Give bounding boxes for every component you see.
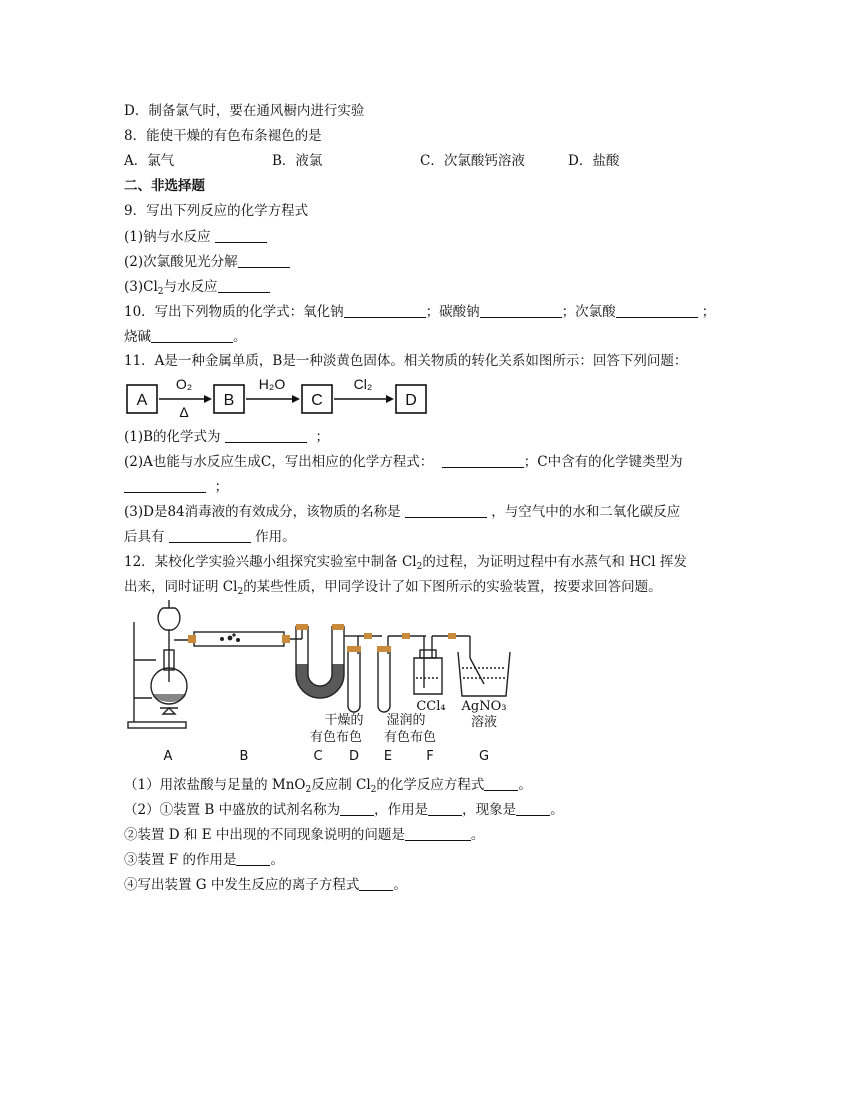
q11-text: ，与空气中的水和二氧化碳反应 [491,504,681,520]
q12-text: 的某些性质，甲同学设计了如下图所示的实验装置，按要求回答问题。 [243,579,662,595]
q7-option-d: D．制备氯气时，要在通风橱内进行实验 [124,103,365,119]
q8-option-d: D．盐酸 [568,153,620,169]
q12-text: 的过程，为证明过程中有水蒸气和 HCl 挥发 [422,554,687,570]
q12-text: 12．某校化学实验兴趣小组探究实验室中制备 Cl [124,554,417,570]
q12-text: ③装置 F 的作用是 [124,852,237,868]
q12-sub-3 [124,826,484,844]
letter-a: A [163,749,173,764]
answer-blank[interactable] [215,229,267,243]
q11-text: 后具有 [124,529,165,545]
conversion-flow-diagram [126,375,436,419]
q12-sub-2 [124,801,564,819]
q12-text: 出来，同时证明 Cl [124,579,238,595]
apparatus-g [458,636,510,696]
q12-stem-line-1 [124,553,687,573]
q11-stem: 11．A是一种金属单质，B是一种淡黄色固体。相关物质的转化关系如图所示：回答下列问题： [124,353,688,369]
answer-blank[interactable] [405,827,471,841]
subscript: 2 [416,562,423,572]
q11-text: ； [214,479,229,495]
answer-blank[interactable] [516,802,550,816]
answer-blank[interactable] [616,304,698,318]
section-heading: 二、非选择题 [124,178,205,194]
letter-g: G [478,749,490,764]
q11-text: ；C中含有的化学键类型为 [523,454,683,470]
answer-blank[interactable] [484,777,518,791]
letter-d: D [348,749,360,764]
q12-sub-5 [124,876,407,894]
q10-text: 10．写出下列物质的化学式：氧化钠 [124,304,344,320]
answer-blank[interactable] [442,454,524,468]
q10-line-2 [124,328,247,346]
q11-part-2-cont [124,478,228,496]
q9-part-1-text: (1)钠与水反应 [124,229,211,245]
q9-part-3-text-2: 与水反应 [163,279,218,295]
letter-f: F [426,749,434,764]
q9-part-2-text: (2)次氯酸见光分解 [124,254,238,270]
letter-b: B [239,749,249,764]
q12-stem-line-2 [124,578,662,598]
q10-text: 烧碱 [124,329,151,345]
q12-text: 。 [393,877,407,893]
answer-blank[interactable] [405,504,487,518]
box-b-label: B [223,392,235,409]
label-g-line-1: AgNO₃ [461,699,507,714]
label-d-line-2: 有色布色 [309,730,363,745]
arrow-2-reagent: H₂O [258,376,286,392]
subscript: 2 [305,785,312,795]
q9-part-1 [124,228,267,246]
arrow-1-reagent: O₂ [175,376,193,392]
q12-text: ④写出装置 G 中发生反应的离子方程式 [124,877,360,893]
answer-blank[interactable] [218,279,270,293]
subscript: 2 [157,287,164,297]
q8-option-c: C．次氯酸钙溶液 [420,153,525,169]
arrow-1-condition: Δ [179,404,189,419]
letter-e: E [383,749,393,764]
q8-options [124,152,724,170]
label-f: CCl₄ [416,699,446,714]
apparatus-a [128,600,194,728]
q8-stem: 8．能使干燥的有色布条褪色的是 [124,128,322,144]
q12-sub-4 [124,851,284,869]
label-e-line-1: 湿润的 [386,713,426,728]
q12-text: 。 [518,777,532,793]
q10-text: ；碳酸钠 [425,304,480,320]
q12-text: 的化学反应方程式 [376,777,485,793]
box-c-label: C [311,392,323,409]
q10-text: 。 [233,329,247,345]
q11-text: (3)D是84消毒液的有效成分，该物质的名称是 [124,504,401,520]
q12-text: 。 [470,827,485,843]
answer-blank[interactable] [151,329,233,343]
q11-part-3-cont [124,528,296,546]
q9-part-3 [124,278,270,298]
q8-option-b: B．液氯 [272,153,323,169]
label-g-line-2: 溶液 [470,715,498,730]
q11-part-1 [124,428,329,446]
q12-text: （1）用浓盐酸与足量的 MnO [124,777,306,793]
subscript: 2 [237,587,244,597]
answer-blank[interactable] [428,802,462,816]
arrow-3-reagent: Cl₂ [353,376,373,392]
q12-text: 。 [270,852,284,868]
q12-sub-1 [124,776,532,796]
answer-blank[interactable] [124,479,206,493]
answer-blank[interactable] [344,304,426,318]
label-d-line-1: 干燥的 [324,713,364,728]
box-a-label: A [136,392,148,409]
q8-option-a: A．氯气 [124,153,175,169]
q10-line-1 [124,303,715,321]
q12-text: （2）①装置 B 中盛放的试剂名称为 [124,802,341,818]
q10-text: ； [701,304,716,320]
q9-part-2 [124,253,290,271]
answer-blank[interactable] [238,254,290,268]
q12-text: 反应制 Cl [311,777,371,793]
q9-stem: 9．写出下列反应的化学方程式 [124,203,309,219]
q11-text: 作用。 [255,529,296,545]
letter-c: C [313,749,323,764]
q11-part-3 [124,503,680,521]
q11-text: ； [315,429,329,445]
q12-text: ②装置 D 和 E 中出现的不同现象说明的问题是 [124,827,405,843]
answer-blank[interactable] [480,304,562,318]
q11-text: (1)B的化学式为 [124,429,221,445]
apparatus-diagram [126,598,516,766]
q12-text: ，作用是 [374,802,429,818]
q10-text: ；次氯酸 [561,304,616,320]
answer-blank[interactable] [225,429,307,443]
answer-blank[interactable] [359,877,393,891]
q9-part-3-text: (3)Cl [124,279,158,295]
label-e-line-2: 有色布色 [383,730,437,745]
box-d-label: D [405,392,417,409]
q11-part-2 [124,453,683,471]
answer-blank[interactable] [340,802,374,816]
q11-text: (2)A也能与水反应生成C，写出相应的化学方程式： [124,454,434,470]
subscript: 2 [370,785,377,795]
q12-text: 。 [550,802,564,818]
answer-blank[interactable] [236,852,270,866]
answer-blank[interactable] [169,529,251,543]
q12-text: ，现象是 [462,802,517,818]
